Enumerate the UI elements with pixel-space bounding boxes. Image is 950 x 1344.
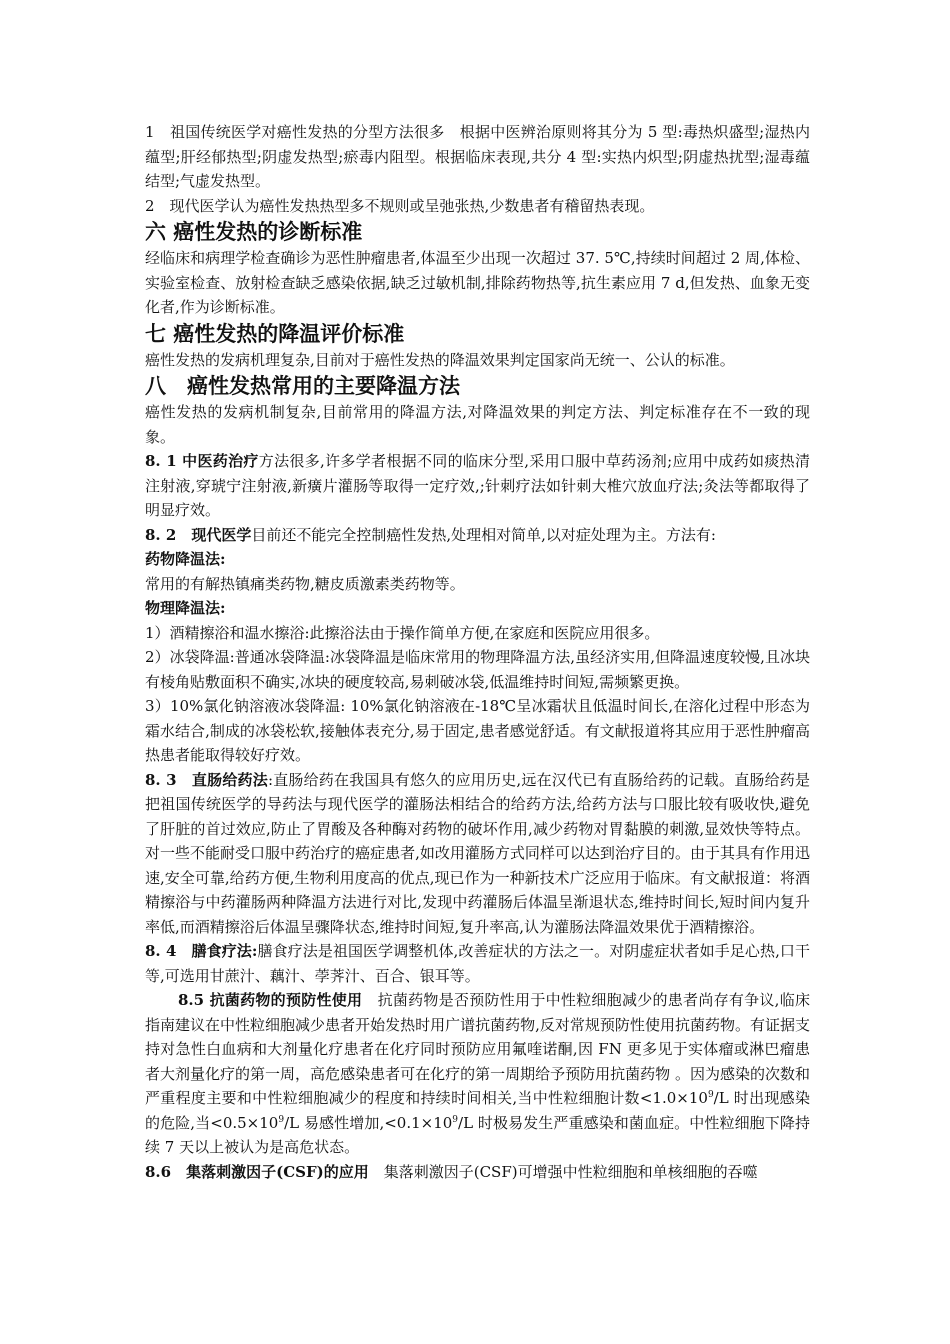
subsection-8-3-text: :直肠给药在我国具有悠久的应用历史,远在汉代已有直肠给药的记载。直肠给药是把祖国传统医学的导药法与现代医学的灌肠法相结合的给药方法,给药方法与口服比较有吸收快,避免了肝脏的首过效应,防止了胃酸及各种酶对药物的破坏作用,减少药物对胃黏膜的刺激,显效快等特点。对一些不能耐受口服中药治疗的癌症患者,如改用灌肠方式同样可以达到治疗目的。由于其具有作用迅速,安全可靠,给药方便,生物利用度高的优点,现已作为一种新技术广泛应用于临床。有文献报道：将酒精擦浴与中药灌肠两种降温方法进行对比,发现中药灌肠后体温呈渐退状态,维持时间长,短时间内复升率低,而酒精擦浴后体温呈骤降状态,维持时间短,复升率高,认为灌肠法降温效果优于酒精擦浴。 — [145, 770, 810, 936]
subsection-8-3 — [145, 768, 810, 940]
subsection-8-4-text: 膳食疗法是祖国医学调整机体,改善症状的方法之一。对阴虚症状者如手足心热,口干等,可选用甘蔗汁、藕汁、荸荠汁、百合、银耳等。 — [145, 942, 810, 985]
subsection-8-5-label: 8.5 抗菌药物的预防性使用 — [178, 991, 363, 1009]
subsection-8-2-label: 8. 2 现代医学 — [145, 525, 252, 544]
subsection-8-4-label: 8. 4 膳食疗法: — [145, 942, 258, 960]
paragraph-modern-fever-type: 2 现代医学认为癌性发热热型多不规则或呈弛张热,少数患者有稽留热表现。 — [145, 196, 655, 215]
heading-section-7: 七 癌性发热的降温评价标准 — [145, 321, 405, 346]
subsection-8-2 — [145, 523, 810, 548]
paragraph-tcm-classification: 1 祖国传统医学对癌性发热的分型方法很多 根据中医辨治原则将其分为 5 型:毒热炽盛型;湿热内蕴型;肝经郁热型;阴虚发热型;瘀毒内阻型。根据临床表现,共分 4 型:实热内炽型;阴虚热扰型;湿毒蕴结型;气虚发热型。 — [145, 123, 810, 190]
subsection-8-5: 8.5 抗菌药物的预防性使用 抗菌药物是否预防性用于中性粒细胞减少的患者尚存有争议,临床指南建议在中性粒细胞减少患者开始发热时用广谱抗菌药物,反对常规预防性使用抗菌药物。有证据支持对急性白血病和大剂量化疗患者在化疗同时预防应用氟喹诺酮,因 FN 更多见于实体瘤或淋巴瘤患者大剂量化疗的第一周，高危感染患者可在化疗的第一周期给予预防用抗菌药物 。因为感染的次数和严重程度主要和中性粒细胞减少的程度和持续时间相关,当中性粒细胞计数$<1.0\times 10^9/L$ 时出现感染的危险,当$<0.5\times 10^9/L$ 易感性增加$,<0.1\times 10^9/L$ 时极易发生严重感染和菌血症。中性粒细胞下降持续 7 天以上被认为是高危状态。 — [145, 991, 810, 1156]
drug-cooling-text: 常用的有解热镇痛类药物,糖皮质激素类药物等。 — [145, 574, 465, 593]
subsection-8-4 — [145, 939, 810, 988]
subsection-8-3-label: 8. 3 直肠给药法 — [145, 770, 268, 789]
subsection-8-6-text: 集落刺激因子(CSF)可增强中性粒细胞和单核细胞的吞噬 — [368, 1162, 758, 1181]
physical-cooling-item-1: 1）酒精擦浴和温水擦浴:此擦浴法由于操作简单方便,在家庭和医院应用很多。 — [145, 623, 660, 642]
document-body — [145, 120, 810, 1184]
heading-section-8: 八 癌性发热常用的主要降温方法 — [145, 374, 460, 398]
subsection-8-6-label: 8.6 集落刺激因子(CSF)的应用 — [145, 1162, 369, 1181]
physical-cooling-label: 物理降温法: — [145, 599, 226, 617]
drug-cooling-label: 药物降温法: — [145, 550, 226, 568]
subsection-8-1 — [145, 449, 810, 523]
paragraph-diagnostic-criteria: 经临床和病理学检查确诊为恶性肿瘤患者,体温至少出现一次超过 37. 5℃,持续时间超过 2 周,体检、实验室检查、放射检查缺乏感染依据,缺乏过敏机制,排除药物热等,抗生素应用 7 d,但发热、血象无变化者,作为诊断标准。 — [145, 249, 810, 316]
subsection-8-2-text: 目前还不能完全控制癌性发热,处理相对简单,以对症处理为主。方法有: — [251, 525, 716, 544]
physical-cooling-item-3: 3）10%氯化钠溶液冰袋降温: 10%氯化钠溶液在-18℃呈冰霜状且低温时间长,在溶化过程中形态为霜水结合,制成的冰袋松软,接触体表充分,易于固定,患者感觉舒适。有文献报道将其应用于恶性肿瘤高热患者能取得较好疗效。 — [145, 697, 810, 764]
heading-section-6: 六 癌性发热的诊断标准 — [145, 220, 363, 244]
subsection-8-6 — [145, 1160, 810, 1185]
paragraph-cooling-methods-intro: 癌性发热的发病机制复杂,目前常用的降温方法,对降温效果的判定方法、判定标准存在不一致的现象。 — [145, 403, 810, 446]
physical-cooling-item-2: 2）冰袋降温:普通冰袋降温:冰袋降温是临床常用的物理降温方法,虽经济实用,但降温速度较慢,且冰块有棱角贴敷面积不确实,冰块的硬度较高,易刺破冰袋,低温维持时间短,需频繁更换。 — [145, 648, 810, 691]
paragraph-evaluation-criteria: 癌性发热的发病机理复杂,目前对于癌性发热的降温效果判定国家尚无统一、公认的标准。 — [145, 350, 735, 369]
subsection-8-1-text: 方法很多,许多学者根据不同的临床分型,采用口服中草药汤剂;应用中成药如痰热清注射液,穿琥宁注射液,新癀片灌肠等取得一定疗效,;针刺疗法如针刺大椎穴放血疗法;灸法等都取得了明显疗效。 — [145, 452, 810, 519]
subsection-8-1-label: 8. 1 中医药治疗 — [145, 452, 259, 470]
